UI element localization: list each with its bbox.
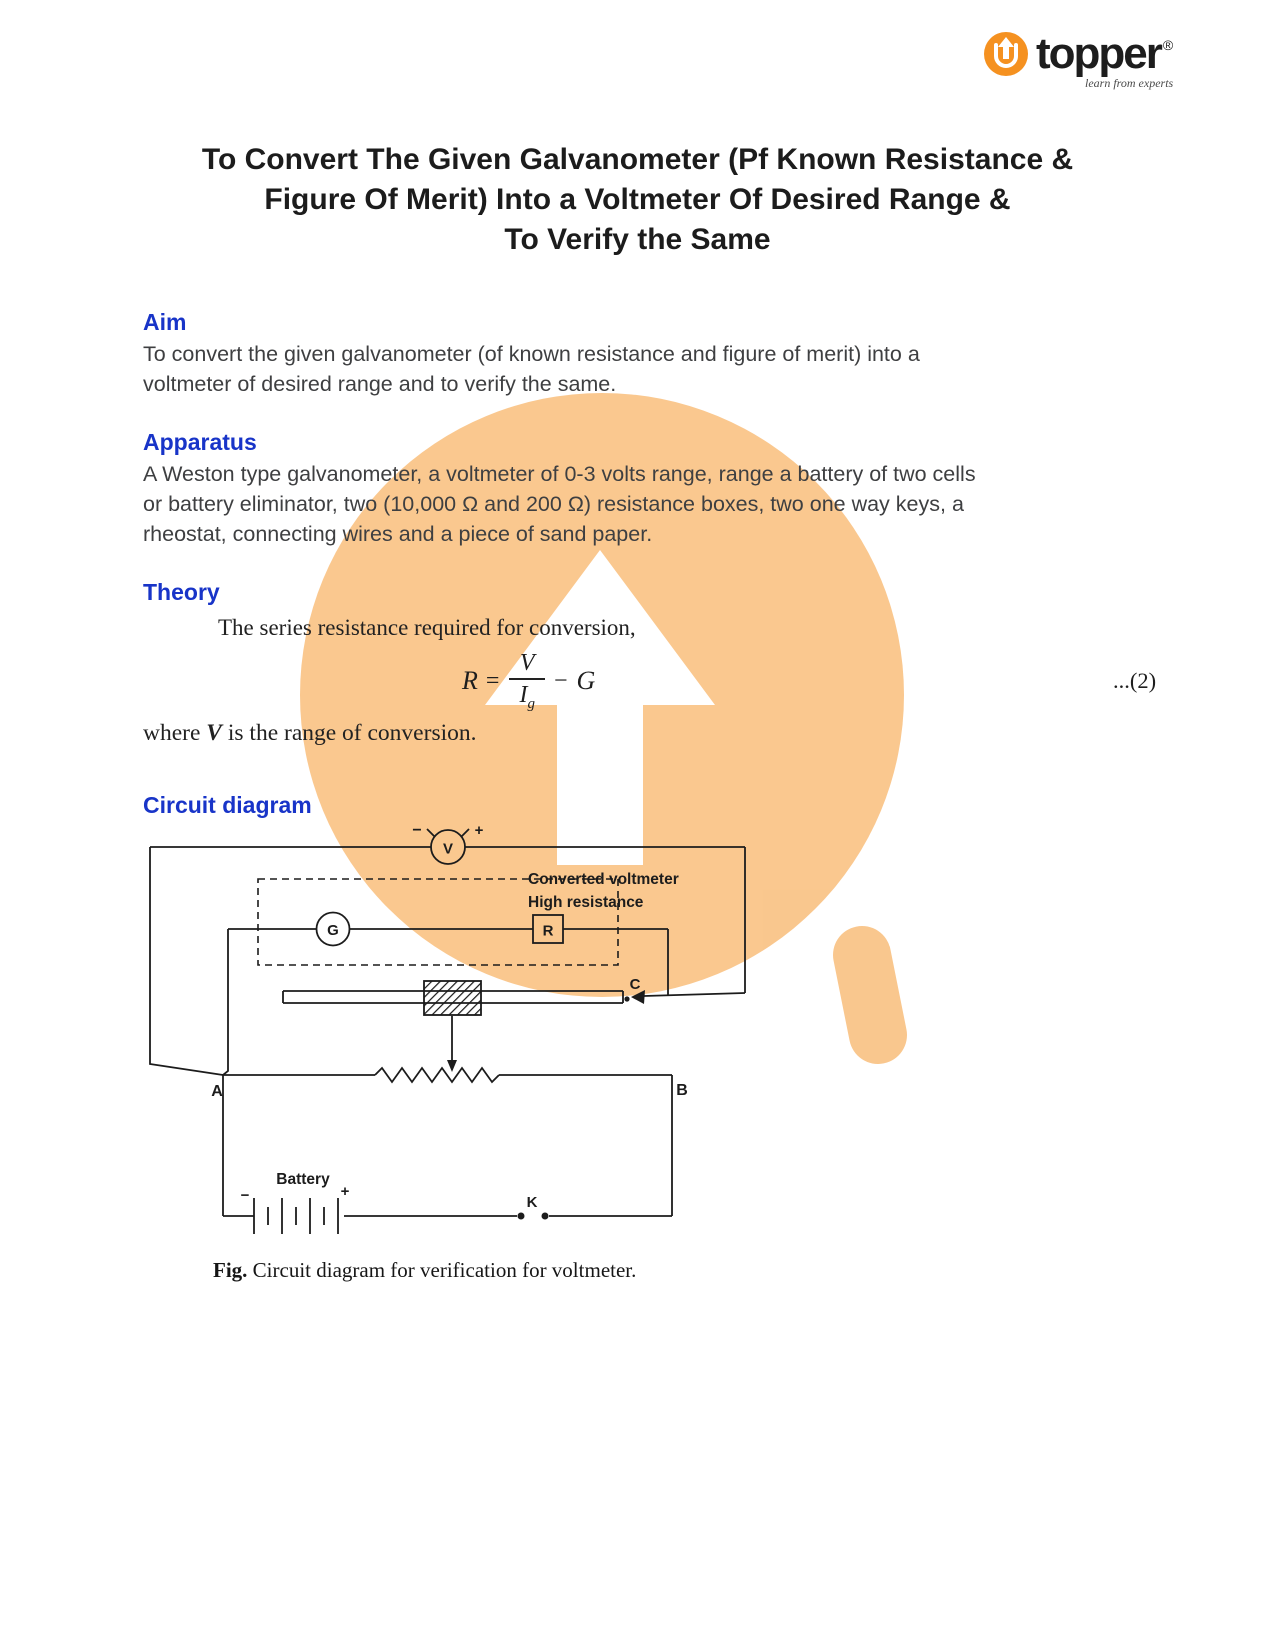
aim-text-line: voltmeter of desired range and to verify the same. (143, 372, 617, 396)
apparatus-text-line: or battery eliminator, two (10,000 Ω and 200 Ω) resistance boxes, two one way keys, a (143, 492, 964, 516)
voltmeter-minus-label: − (412, 826, 422, 839)
voltmeter-plus-label: + (474, 826, 484, 839)
formula-denominator-sub: g (527, 695, 535, 712)
theory-intro: The series resistance required for conversion, (218, 615, 636, 640)
formula-denominator-base: I (519, 681, 528, 708)
formula-numerator: V (519, 649, 535, 676)
apparatus-text (143, 459, 976, 549)
formula-denominator (509, 678, 545, 713)
brand-text: topper (1036, 29, 1161, 78)
section-heading-aim: Aim (143, 309, 187, 335)
equation-number: ...(2) (1113, 668, 1157, 693)
formula-lhs: R (462, 666, 478, 695)
aim-text-line: To convert the given galvanometer (of known resistance and figure of merit) into a (143, 342, 920, 366)
formula-fraction (509, 650, 545, 713)
battery-symbol (241, 1171, 350, 1234)
battery-minus-label: − (240, 1187, 250, 1204)
section-heading-apparatus: Apparatus (143, 429, 257, 455)
circuit-wires (150, 847, 745, 1216)
page-title (0, 140, 1275, 260)
rheostat-slider (424, 981, 481, 1015)
aim-text (143, 339, 920, 399)
section-heading-circuit-diagram: Circuit diagram (143, 792, 312, 818)
resistance-label: R (542, 922, 554, 940)
registered-mark: ® (1162, 37, 1174, 53)
page-title-line: To Convert The Given Galvanometer (Pf Known Resistance & (201, 143, 1074, 176)
voltmeter-label: V (442, 840, 454, 858)
brand-tagline: learn from experts (1085, 76, 1174, 90)
brand-logo (982, 30, 1173, 91)
terminal-b-label: B (676, 1082, 688, 1099)
page-title-line: To Verify the Same (504, 223, 771, 256)
apparatus-text-line: A Weston type galvanometer, a voltmeter of 0-3 volts range, range a battery of two cells (143, 462, 976, 486)
galvanometer-symbol (317, 913, 350, 946)
circuit-diagram (145, 826, 765, 1250)
formula-rhs: G (576, 666, 596, 695)
series-resistance-box (533, 915, 563, 943)
topper-u-arrow-icon (982, 30, 1030, 78)
rheostat (283, 981, 623, 1072)
theory-outro (143, 720, 477, 747)
figure-caption-text: Circuit diagram for verification for voltmeter. (247, 1258, 637, 1282)
key-label: K (526, 1194, 538, 1211)
page-title-line: Figure Of Merit) Into a Voltmeter Of Desired Range & (264, 183, 1011, 216)
battery-plus-label: + (340, 1183, 350, 1200)
converted-voltmeter-dashed-box (258, 879, 618, 965)
converted-voltmeter-label: Converted voltmeter (528, 871, 679, 888)
voltmeter-symbol (412, 826, 483, 864)
apparatus-text-line: rheostat, connecting wires and a piece of sand paper. (143, 522, 653, 546)
high-resistance-label: High resistance (528, 894, 644, 911)
terminal-c (624, 976, 645, 1004)
battery-label: Battery (276, 1171, 330, 1188)
theory-formula (462, 648, 595, 714)
terminal-c-label: C (629, 976, 641, 993)
formula-equals: = (485, 667, 500, 694)
theory-outro-prefix: where (143, 720, 207, 746)
formula-minus: − (553, 667, 568, 694)
section-heading-theory: Theory (143, 579, 220, 605)
theory-outro-variable: V (206, 720, 222, 746)
theory-outro-suffix: is the range of conversion. (221, 720, 477, 746)
terminal-a-label: A (211, 1083, 223, 1100)
figure-caption-label: Fig. (213, 1258, 248, 1282)
galvanometer-label: G (327, 922, 339, 939)
resistor-zigzag (375, 1068, 499, 1082)
key-symbol (518, 1194, 549, 1220)
figure-caption (213, 1258, 636, 1283)
